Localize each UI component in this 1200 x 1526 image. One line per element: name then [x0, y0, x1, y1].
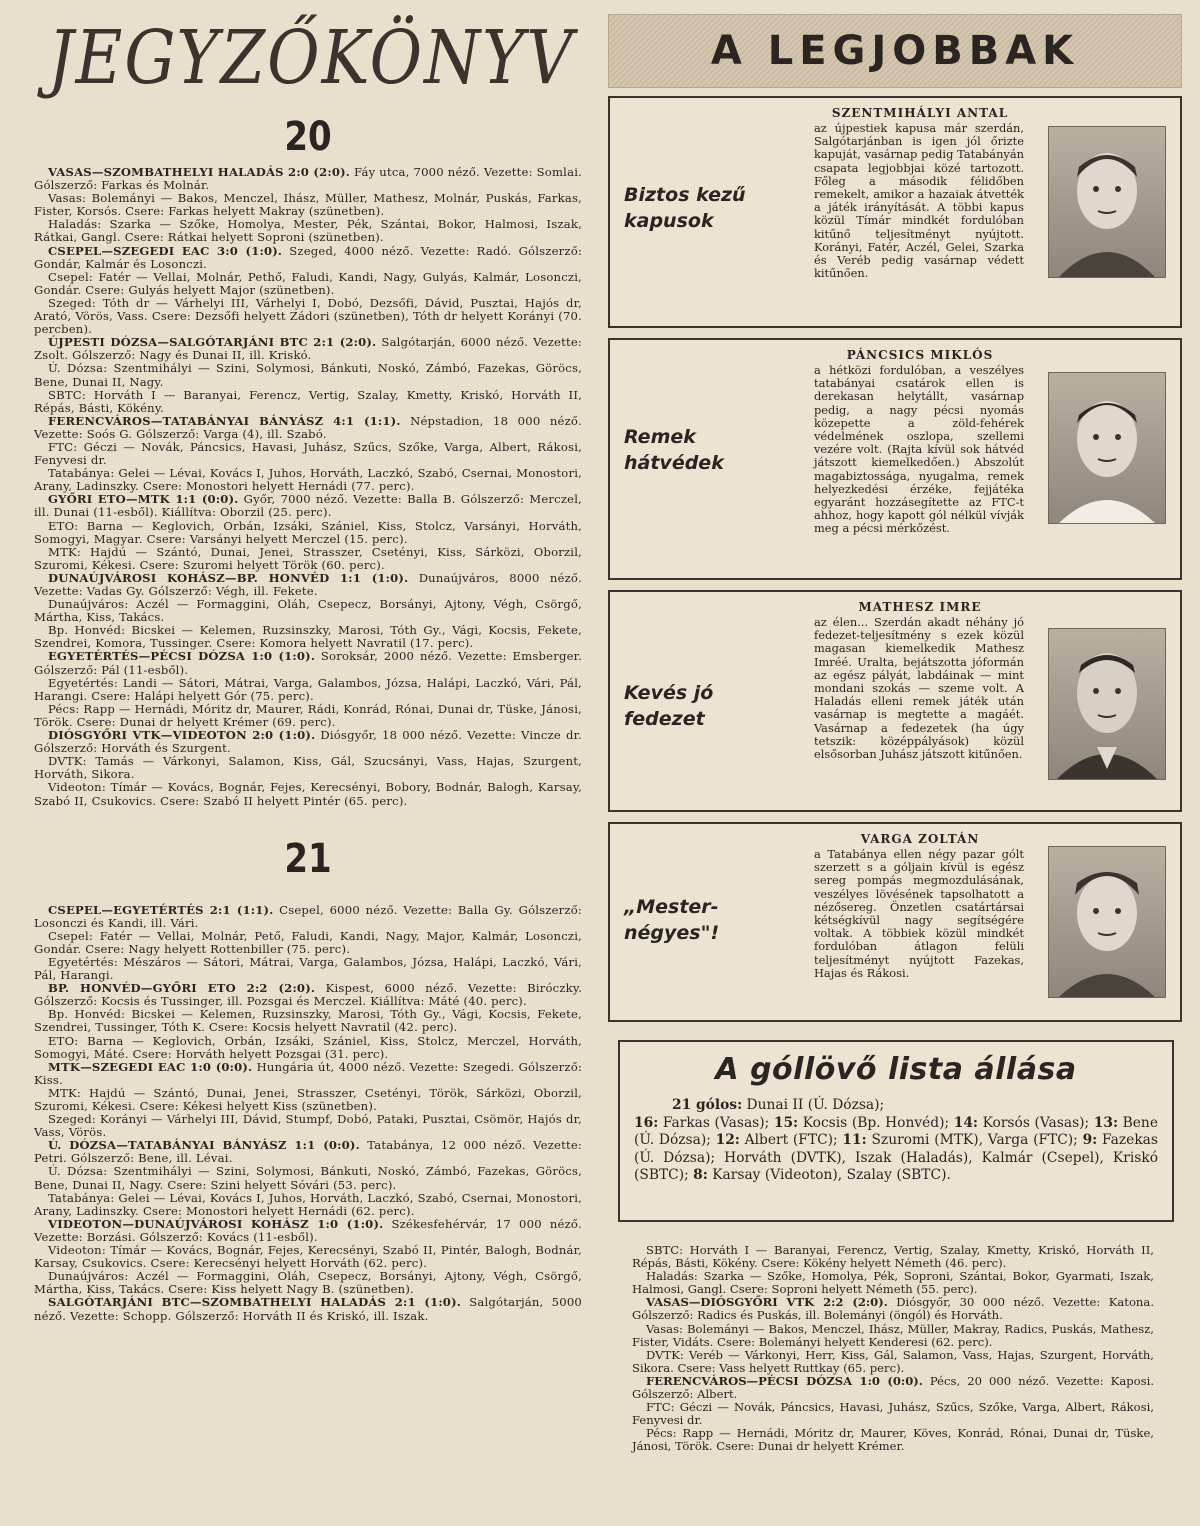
scorer-names: Kocsis (Bp. Honvéd);: [798, 1114, 954, 1131]
scorer-entry: [954, 1115, 1094, 1131]
match-report: [34, 245, 582, 271]
goal-count: 9:: [1082, 1132, 1098, 1149]
goal-count: 11:: [842, 1132, 867, 1149]
match-report: [34, 650, 582, 676]
match-text: Ú. Dózsa: Szentmihályi — Szini, Solymosi, Bánkuti, Noskó, Zámbó, Fazekas, Göröcs, Bene, Dunai II, Nagy. Csere: Szini helyett Sóvári (53. perc).: [34, 1164, 582, 1192]
match-report: [34, 904, 582, 930]
round-20-heading: 20: [284, 114, 332, 160]
player-photo: [1048, 846, 1166, 998]
player-name: VARGA ZOLTÁN: [860, 832, 980, 846]
match-text: Diósgyőr, 30 000 néző. Vezette: Katona. Gólszerző: Radics és Puskás, ill. Bolemányi (öngól) és Horváth.: [632, 1295, 1155, 1323]
lineup-line: [34, 362, 582, 388]
match-report: [34, 1061, 582, 1087]
match-text: Salgótarján, 5000 néző. Vezette: Schopp. Gólszerző: Horváth II és Kriskó, ill. Iszak.: [34, 1295, 582, 1323]
goal-scorers-box: [618, 1040, 1174, 1222]
match-text: Népstadion, 18 000 néző. Vezette: Soós G. Gólszerző: Varga (4), ill. Szabó.: [34, 413, 582, 441]
match-header: FERENCVÁROS—PÉCSI DÓZSA 1:0 (0:0).: [646, 1373, 923, 1388]
match-text: Fáy utca, 7000 néző. Vezette: Somlai. Gólszerző: Farkas és Molnár.: [34, 165, 582, 193]
lineup-line: [34, 467, 582, 493]
match-text: Ú. Dózsa: Szentmihályi — Szini, Solymosi, Bánkuti, Noskó, Zámbó, Fazekas, Göröcs, Bene, Dunai II, Nagy.: [34, 361, 582, 389]
best-box-midfielders: [608, 590, 1182, 812]
match-text: Salgótarján, 6000 néző. Vezette: Zsolt. Gólszerző: Nagy és Dunai II, ill. Kriskó.: [34, 335, 582, 363]
banner-title: A LEGJOBBAK: [710, 28, 1080, 74]
match-text: Pécs: Rapp — Hernádi, Móritz dr, Maurer, Rádi, Konrád, Rónai, Dunai dr, Tüske, Jánosi, Török. Csere: Dunai dr helyett Krémer (69. perc).: [34, 701, 582, 729]
match-text: SBTC: Horváth I — Baranyai, Ferencz, Vertig, Szalay, Kmetty, Kriskó, Horváth II, Répás, Básti, Kökény.: [34, 387, 582, 415]
match-text: Dunaújváros: Aczél — Formaggini, Oláh, Csepecz, Borsányi, Ajtony, Végh, Csörgő, Mártha, Kiss, Takács. Csere: Kiss helyett Nagy B. (szünetben).: [34, 1269, 582, 1297]
match-report: [34, 572, 582, 598]
lineup-line: [34, 389, 582, 415]
match-header: BP. HONVÉD—GYŐRI ETO 2:2 (2:0).: [48, 981, 316, 996]
match-header: DUNAÚJVÁROSI KOHÁSZ—BP. HONVÉD 1:1 (1:0).: [48, 570, 409, 585]
category-label: Biztos kezű kapusok: [624, 184, 746, 232]
lineup-line: [34, 441, 582, 467]
category-label: Remek hátvédek: [624, 426, 724, 474]
lineup-line: [34, 546, 582, 572]
scorer-entry: [634, 1115, 774, 1131]
match-report: [632, 1375, 1154, 1401]
match-text: Pécs, 20 000 néző. Vezette: Kaposi. Gólszerző: Albert.: [632, 1373, 1154, 1402]
goal-count: 13:: [1093, 1114, 1119, 1131]
match-text: Haladás: Szarka — Szőke, Homolya, Pék, Soproni, Szántai, Bokor, Gyarmati, Iszak, Halmosi, Gangl. Csere: Soproni helyett Németh (55. perc).: [632, 1269, 1154, 1297]
goal-scorers-list: [620, 1087, 1172, 1185]
lineup-line: [34, 930, 582, 956]
masthead-title: JEGYZŐKÖNYV: [48, 16, 575, 102]
report-column: [34, 16, 583, 1323]
match-text: Pécs: Rapp — Hernádi, Móritz dr, Maurer, Köves, Konrád, Rónai, Dunai dr, Tüske, Jánosi, Török. Csere: Dunai dr helyett Krémer.: [632, 1426, 1154, 1454]
scorer-entry: [693, 1167, 951, 1183]
lineup-line: [34, 297, 582, 336]
match-text: Bp. Honvéd: Bicskei — Kelemen, Ruzsinszky, Marosi, Tóth Gy., Vági, Kocsis, Fekete, Szendrei, Komora, Tussinger. Csere: Komora helyett Navratil (17. perc).: [34, 623, 582, 651]
lineup-line: [34, 1192, 582, 1218]
match-text: SBTC: Horváth I — Baranyai, Ferencz, Vertig, Szalay, Kmetty, Kriskó, Horváth II, Répás, Básti, Kökény. Csere: Kökény helyett Németh (46. perc).: [632, 1243, 1154, 1271]
lineup-line: [34, 1035, 582, 1061]
best-box-forwards: [608, 822, 1182, 1022]
goal-count: 8:: [693, 1167, 708, 1184]
match-header: CSEPEL—SZEGEDI EAC 3:0 (1:0).: [48, 243, 283, 258]
match-report: [34, 336, 582, 362]
match-header: EGYETÉRTÉS—PÉCSI DÓZSA 1:0 (1:0).: [48, 649, 316, 664]
scorer-entry: [774, 1115, 954, 1131]
lineup-line: [34, 755, 582, 781]
lineup-line: [34, 624, 582, 650]
match-text: ETO: Barna — Keglovich, Orbán, Izsáki, Szániel, Kiss, Stolcz, Varsányi, Horváth, Somogyi, Magyar. Csere: Varsányi helyett Merczel (15. perc).: [34, 518, 582, 546]
best-box-defenders: [608, 338, 1182, 580]
match-text: DVTK: Tamás — Várkonyi, Salamon, Kiss, Gál, Szucsányi, Vass, Hajas, Szurgent, Horváth, Sikora.: [34, 754, 582, 782]
best-players-banner: [608, 14, 1182, 88]
match-text: Székesfehérvár, 17 000 néző. Vezette: Borzási. Gólszerző: Kovács (11-esből).: [34, 1216, 582, 1244]
match-text: Csepel: Fatér — Vellai, Molnár, Pethő, Faludi, Kandi, Nagy, Gulyás, Kalmár, Losonczi, Gondár. Csere: Gulyás helyett Major (szünetben).: [34, 269, 582, 297]
match-text: Videoton: Tímár — Kovács, Bognár, Fejes, Kerecsényi, Bobory, Bodnár, Balogh, Karsay, Szabó II, Csukovics. Csere: Szabó II helyett Pintér (65. perc).: [34, 780, 582, 808]
scorer-names: Dunai II (Ú. Dózsa);: [742, 1097, 885, 1113]
match-report: [34, 729, 582, 755]
scorer-names: Szuromi (MTK), Varga (FTC);: [866, 1132, 1083, 1149]
match-header: FERENCVÁROS—TATABÁNYAI BÁNYÁSZ 4:1 (1:1).: [48, 413, 401, 428]
player-text: a hétközi fordulóban, a veszélyes tatabányai csatárok ellen is derekasan helytállt, vasárnap pedig, a nagy pécsi nyomás közepette a zöld-fehérek védelmének oszlopa, szellemi vezére volt. (Rajta kívül sok hátvéd játszott kiemelkedően.) Abszolút magabiztossága, nyugalma, remek helyezkedési érzéke, fejjátéka egyaránt hozzásegítette az FTC-t ahhoz, hogy kapott gól nélkül vívják meg a pécsi mérkőzést.: [814, 363, 1024, 536]
match-text: Szeged: Tóth dr — Várhelyi III, Várhelyi I, Dobó, Dezsőfi, Dávid, Pusztai, Hajós dr, Arató, Vörös, Vass. Csere: Dezsőfi helyett Zádori (szünetben), Tóth dr helyett Korányi (70. percben).: [34, 295, 582, 337]
lineup-line: [34, 1165, 582, 1191]
category-label: „Mester- négyes"!: [624, 896, 720, 944]
lineup-line: [34, 1244, 582, 1270]
scorer-entry: [842, 1132, 1082, 1148]
lineup-line: [34, 956, 582, 982]
lineup-line: [34, 598, 582, 624]
match-text: Dunaújváros, 8000 néző. Vezette: Vadas Gy. Gólszerző: Végh, ill. Fekete.: [34, 570, 582, 598]
match-header: DIÓSGYŐRI VTK—VIDEOTON 2:0 (1:0).: [48, 728, 316, 743]
match-header: VIDEOTON—DUNAÚJVÁROSI KOHÁSZ 1:0 (1:0).: [48, 1216, 384, 1231]
scorer-names: Fazekas (Ú. Dózsa); Horváth (DVTK), Iszak (Haladás), Kalmár (Csepel), Kriskó (SBTC);: [634, 1132, 1158, 1184]
match-header: MTK—SZEGEDI EAC 1:0 (0:0).: [48, 1059, 253, 1074]
goal-count: 21 gólos:: [672, 1097, 743, 1113]
lineup-line: [34, 192, 582, 218]
match-text: Bp. Honvéd: Bicskei — Kelemen, Ruzsinszky, Marosi, Tóth Gy., Vági, Kocsis, Fekete, Szendrei, Tussinger, Tóth K. Csere: Kocsis helyett Navratil (42. perc).: [34, 1007, 582, 1035]
match-header: VASAS—SZOMBATHELYI HALADÁS 2:0 (2:0).: [48, 165, 351, 179]
match-header: Ú. DÓZSA—TATABÁNYAI BÁNYÁSZ 1:1 (0:0).: [48, 1138, 360, 1153]
match-text: Tatabánya: Gelei — Lévai, Kovács I, Juhos, Horváth, Laczkó, Szabó, Csernai, Monostori, Arany, Ladinszky. Csere: Monostori helyett Hernádi (62. perc).: [34, 1190, 583, 1218]
match-text: Hungária út, 4000 néző. Vezette: Szegedi. Gólszerző: Kiss.: [34, 1059, 582, 1087]
player-photo: [1048, 126, 1166, 278]
lineup-line: [632, 1427, 1154, 1453]
match-text: ETO: Barna — Keglovich, Orbán, Izsáki, Szániel, Kiss, Stolcz, Merczel, Horváth, Somogyi, Máté. Csere: Horváth helyett Pozsgai (31. perc).: [34, 1033, 582, 1061]
lineup-line: [34, 218, 582, 244]
match-report: [34, 493, 582, 519]
match-report: [34, 1218, 582, 1244]
round-21-reports-continued: [632, 1244, 1154, 1454]
match-header: SALGÓTARJÁNI BTC—SZOMBATHELYI HALADÁS 2:1 (1:0).: [48, 1295, 461, 1310]
scorer-names: Farkas (Vasas);: [658, 1114, 774, 1131]
match-report: [632, 1296, 1154, 1322]
scorer-names: Albert (FTC);: [739, 1132, 843, 1149]
match-header: GYŐRI ETO—MTK 1:1 (0:0).: [48, 492, 239, 507]
round-21-reports: [34, 904, 582, 1323]
lineup-line: [632, 1270, 1154, 1296]
lineup-line: [34, 781, 582, 807]
scorer-entry: [716, 1132, 843, 1148]
match-text: Tatabánya, 12 000 néző. Vezette: Petri. Gólszerző: Bene, ill. Lévai.: [34, 1138, 582, 1166]
match-text: Videoton: Tímár — Kovács, Bognár, Fejes, Kerecsényi, Szabó II, Pintér, Balogh, Bodnár, Karsay, Csukovics. Csere: Kerecsényi helyett Horváth (62. perc).: [34, 1243, 582, 1271]
match-text: Szeged, 4000 néző. Vezette: Radó. Gólszerző: Gondár, Kalmár és Losonczi.: [34, 243, 582, 271]
match-text: MTK: Hajdú — Szántó, Dunai, Jenei, Strasszer, Csetényi, Kiss, Sárközi, Oborzil, Szuromi, Kékesi. Csere: Szuromi helyett Török (60. perc).: [34, 544, 582, 572]
lineup-line: [34, 271, 582, 297]
scorer-names: Karsay (Videoton), Szalay (SBTC).: [707, 1167, 951, 1184]
lineup-line: [34, 1008, 582, 1034]
match-text: Kispest, 6000 néző. Vezette: Biróczky. Gólszerző: Kocsis és Tussinger, ill. Pozsgai és Merczel. Kiállítva: Máté (40. perc).: [34, 981, 582, 1009]
player-name: PÁNCSICS MIKLÓS: [846, 348, 994, 362]
goal-count: 14:: [953, 1114, 979, 1131]
match-report: [34, 982, 582, 1008]
lineup-line: [632, 1323, 1154, 1349]
scorer-names: Korsós (Vasas);: [978, 1114, 1094, 1131]
match-text: Vasas: Bolemányi — Bakos, Menczel, Ihász, Müller, Mathesz, Molnár, Puskás, Farkas, Fister, Korsós. Csere: Farkas helyett Makray (szünetben).: [34, 191, 582, 219]
match-header: ÚJPESTI DÓZSA—SALGÓTARJÁNI BTC 2:1 (2:0).: [48, 335, 377, 350]
match-text: Szeged: Korányi — Várhelyi III, Dávid, Stumpf, Dobó, Pataki, Pusztai, Csömör, Hajós dr, Vass, Vörös.: [34, 1112, 582, 1140]
round-20-reports: [34, 166, 582, 808]
match-text: Egyetértés: Landi — Sátori, Mátrai, Varga, Galambos, Józsa, Halápi, Laczkó, Vári, Pál, Harangi. Csere: Halápi helyett Gór (75. perc).: [34, 675, 582, 703]
best-box-goalkeepers: [608, 96, 1182, 328]
match-text: Csepel, 6000 néző. Vezette: Balla Gy. Gólszerző: Losonczi és Kandi, ill. Vári.: [34, 902, 583, 930]
match-text: Egyetértés: Mészáros — Sátori, Mátrai, Varga, Galambos, Józsa, Halápi, Laczkó, Vári, Pál, Harangi.: [34, 954, 582, 983]
match-report: [34, 1139, 582, 1165]
goal-count: 15:: [773, 1114, 799, 1131]
match-header: VASAS—DIÓSGYŐRI VTK 2:2 (2:0).: [646, 1295, 888, 1310]
lineup-line: [34, 520, 582, 546]
player-photo: [1048, 628, 1166, 780]
match-report: [34, 166, 582, 192]
round-21-heading: 21: [284, 835, 332, 882]
lineup-line: [34, 703, 582, 729]
lineup-line: [632, 1401, 1154, 1427]
match-text: Vasas: Bolemányi — Bakos, Menczel, Ihász, Müller, Makray, Radics, Puskás, Mathesz, Fister, Vidáts. Csere: Bolemányi helyett Kenderesi (62. perc).: [632, 1321, 1154, 1349]
match-text: Dunaújváros: Aczél — Formaggini, Oláh, Csepecz, Borsányi, Ajtony, Végh, Csörgő, Mártha, Kiss, Takács.: [34, 597, 582, 625]
match-report: [34, 1296, 582, 1322]
scorer-names: Bene (Ú. Dózsa);: [634, 1114, 1158, 1149]
lineup-line: [34, 677, 582, 703]
match-report: [34, 415, 582, 441]
player-name: MATHESZ IMRE: [858, 600, 982, 614]
match-text: FTC: Géczi — Novák, Páncsics, Havasi, Juhász, Szűcs, Szőke, Varga, Albert, Rákosi, Fenyvesi dr.: [632, 1400, 1154, 1428]
goal-count: 16:: [634, 1114, 659, 1131]
lineup-line: [34, 1270, 582, 1296]
match-text: FTC: Géczi — Novák, Páncsics, Havasi, Juhász, Szűcs, Szőke, Varga, Albert, Rákosi, Fenyvesi dr.: [34, 439, 582, 468]
match-text: Tatabánya: Gelei — Lévai, Kovács I, Juhos, Horváth, Laczkó, Szabó, Csernai, Monostori, Arany, Ladinszky. Csere: Monostori helyett Hernádi (77. perc).: [34, 466, 583, 494]
best-players-column: [608, 14, 1182, 1022]
match-text: DVTK: Veréb — Várkonyi, Herr, Kiss, Gál, Salamon, Vass, Hajas, Szurgent, Horváth, Sikora. Csere: Vass helyett Ruttkay (65. perc).: [632, 1347, 1154, 1375]
goal-count: 12:: [715, 1132, 740, 1149]
scorer-entry: [634, 1097, 1158, 1115]
player-text: a Tatabánya ellen négy pazar gólt szerzett s a góljain kívül is egész sereg pompás megmozdulásának, veszélyes lövésének tapsolhatott a nézősereg. Önzetlen csatártársai kétségkívül nagy segítségére voltak. A többiek közül mindkét fordulóban átlagon felüli teljesítményt nyújtott Fazekas, Hajas és Rákosi.: [814, 847, 1024, 980]
player-text: az újpestiek kapusa már szerdán, Salgótarjánban is igen jól őrizte kapuját, vasárnap pedig Tatabányán csapata legjobbjai közé tartozott. Főleg a második félidőben remekelt, amikor a hazaiak átvették a játék irányítását. A többi kapus közül Tímár mindkét fordulóban kitűnő teljesítményt nyújtott. Korányi, Fatér, Aczél, Gelei, Szarka és Veréb pedig vasárnap védett kitűnően.: [814, 121, 1024, 281]
match-text: Soroksár, 2000 néző. Vezette: Emsberger. Gólszerző: Pál (11-esből).: [34, 649, 582, 677]
player-photo: [1048, 372, 1166, 524]
match-text: Haladás: Szarka — Szőke, Homolya, Mester, Pék, Szántai, Bokor, Halmosi, Iszak, Rátkai, Gangl. Csere: Rátkai helyett Soproni (szünetben).: [34, 217, 582, 245]
match-text: Győr, 7000 néző. Vezette: Balla B. Gólszerző: Merczel, ill. Dunai (11-esből). Kiállítva: Oborzil (25. perc).: [34, 492, 582, 520]
match-header: CSEPEL—EGYETÉRTÉS 2:1 (1:1).: [48, 902, 274, 917]
lineup-line: [34, 1113, 582, 1139]
lineup-line: [34, 1087, 582, 1113]
match-text: Csepel: Fatér — Vellai, Molnár, Pető, Faludi, Kandi, Nagy, Major, Kalmár, Losonczi, Gondár. Csere: Nagy helyett Rottenbiller (75. perc).: [34, 928, 582, 956]
player-name: SZENTMIHÁLYI ANTAL: [831, 106, 1009, 120]
match-text: Diósgyőr, 18 000 néző. Vezette: Vincze dr. Gólszerző: Horváth és Szurgent.: [34, 728, 582, 756]
player-text: az élen... Szerdán akadt néhány jó fedezet-teljesítmény s ezek közül magasan kiemelkedik Mathesz Imréé. Uralta, bejátszotta jóformán az egész pályát, labdáinak — mint mondani szokás — szeme volt. A Haladás elleni remek játék után vasárnap is megtette a magáét. Vasárnap a fedezetek (ha úgy tetszik: középpályások) közül elsősorban Juhász játszott kitűnően.: [814, 615, 1024, 762]
match-text: MTK: Hajdú — Szántó, Dunai, Jenei, Strasszer, Csetényi, Török, Sárközi, Oborzil, Szuromi, Kékesi. Csere: Kékesi helyett Kiss (szünetben).: [34, 1085, 582, 1113]
category-label: Kevés jó fedezet: [624, 682, 714, 730]
lineup-line: [632, 1244, 1154, 1270]
lineup-line: [632, 1349, 1154, 1375]
goal-scorers-title: A góllövő lista állása: [715, 1052, 1077, 1087]
